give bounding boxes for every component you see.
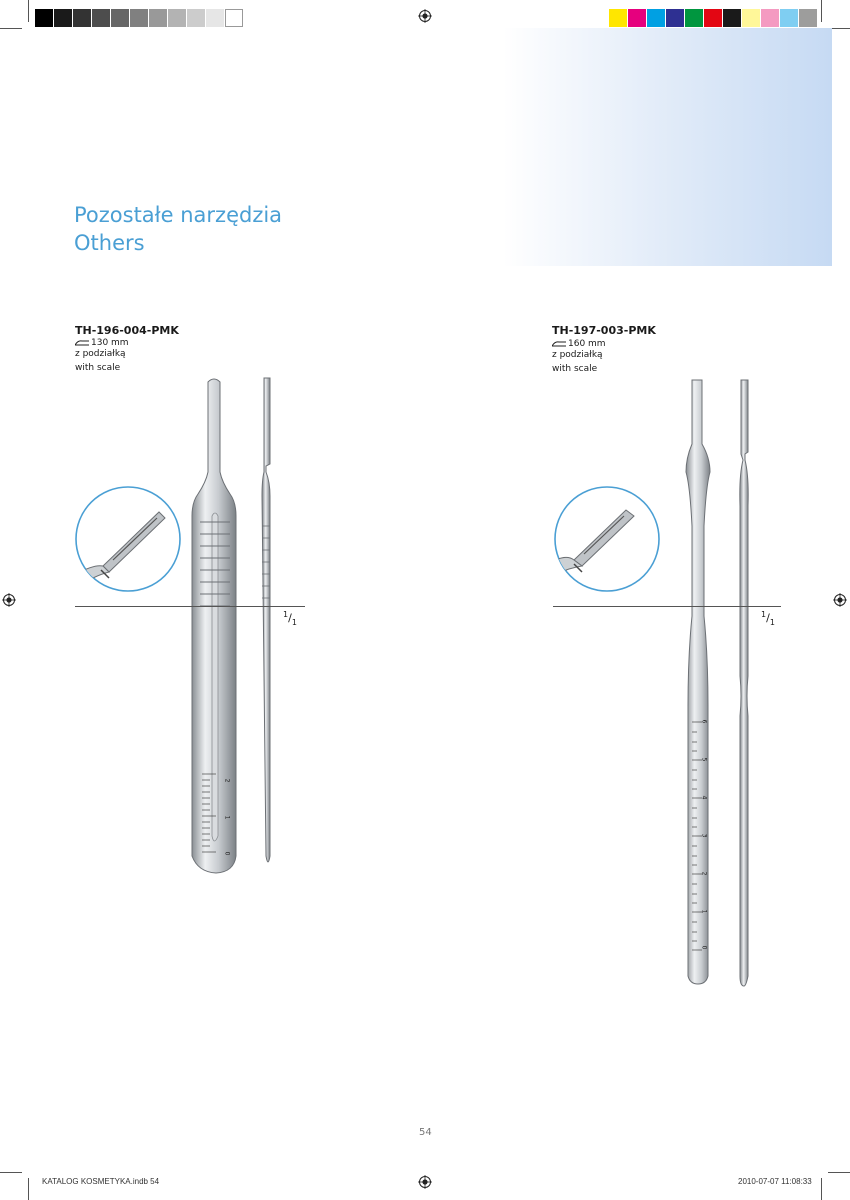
color-swatch <box>723 9 741 27</box>
product-desc-pl: z podziałką <box>552 350 603 360</box>
grayscale-swatch <box>130 9 148 27</box>
long-scalpel-handle-side-image <box>736 376 754 988</box>
scale-numerator: 1 <box>761 610 767 619</box>
ruler-label: 6 <box>700 719 708 724</box>
scale-ratio: $^1/_1$ <box>283 610 297 627</box>
crop-mark <box>0 1172 22 1173</box>
color-swatch <box>780 9 798 27</box>
ruler-label: 4 <box>700 795 708 800</box>
color-swatch <box>799 9 817 27</box>
registration-mark-icon <box>418 1175 432 1189</box>
color-swatch <box>761 9 779 27</box>
product-desc-pl: z podziałką <box>75 349 126 359</box>
color-swatch <box>647 9 665 27</box>
grayscale-swatch <box>54 9 72 27</box>
detail-zoom-circle <box>73 484 183 594</box>
product-code: TH-196-004-PMK <box>75 324 179 337</box>
crop-mark <box>821 0 822 22</box>
page-title: Pozostałe narzędzia <box>74 203 283 227</box>
scale-line <box>75 606 305 607</box>
grayscale-swatch <box>149 9 167 27</box>
ruler-label: 2 <box>223 778 231 783</box>
color-swatch <box>609 9 627 27</box>
page-subtitle: Others <box>74 231 145 255</box>
product-length: 130 mm <box>91 338 129 348</box>
grayscale-swatch <box>92 9 110 27</box>
scalpel-handle-side-image <box>258 376 278 870</box>
ruler-label: 1 <box>223 815 231 820</box>
footer-filename: KATALOG KOSMETYKA.indb 54 <box>42 1177 160 1186</box>
registration-mark-icon <box>2 593 16 607</box>
ruler-label: 2 <box>700 871 708 876</box>
length-icon <box>552 340 566 348</box>
length-icon <box>75 339 89 347</box>
detail-zoom-circle <box>552 484 662 594</box>
page-number: 54 <box>419 1127 432 1138</box>
registration-mark-icon <box>418 9 432 23</box>
crop-mark <box>28 1178 29 1200</box>
scale-denominator: 1 <box>291 617 297 627</box>
long-scalpel-handle-front-image <box>680 376 720 988</box>
scale-ratio: $^1/_1$ <box>761 610 775 627</box>
color-swatch <box>742 9 760 27</box>
color-swatch <box>628 9 646 27</box>
crop-mark <box>28 0 29 22</box>
grayscale-swatch <box>168 9 186 27</box>
product-length: 160 mm <box>568 339 606 349</box>
product-desc-en: with scale <box>75 363 121 373</box>
ruler-label: 0 <box>700 945 708 950</box>
ruler-label: 1 <box>700 909 708 914</box>
scale-line <box>553 606 781 607</box>
color-swatch <box>685 9 703 27</box>
ruler-label: 0 <box>223 851 231 856</box>
grayscale-swatch <box>73 9 91 27</box>
crop-mark <box>821 1178 822 1200</box>
crop-mark <box>0 28 22 29</box>
grayscale-swatch <box>111 9 129 27</box>
crop-mark <box>828 1172 850 1173</box>
grayscale-swatch <box>35 9 53 27</box>
registration-mark-icon <box>833 593 847 607</box>
ruler-label: 3 <box>700 833 708 838</box>
scalpel-handle-front-image <box>186 376 242 874</box>
scale-denominator: 1 <box>769 617 775 627</box>
color-swatch <box>666 9 684 27</box>
color-swatch <box>704 9 722 27</box>
product-code: TH-197-003-PMK <box>552 324 656 337</box>
grayscale-swatch <box>206 9 224 27</box>
scale-numerator: 1 <box>283 610 289 619</box>
footer-timestamp: 2010-07-07 11:08:33 <box>738 1177 812 1186</box>
ruler-label: 5 <box>700 757 708 762</box>
header-gradient-panel <box>503 28 832 266</box>
grayscale-swatch <box>225 9 243 27</box>
grayscale-swatch <box>187 9 205 27</box>
product-desc-en: with scale <box>552 364 598 374</box>
